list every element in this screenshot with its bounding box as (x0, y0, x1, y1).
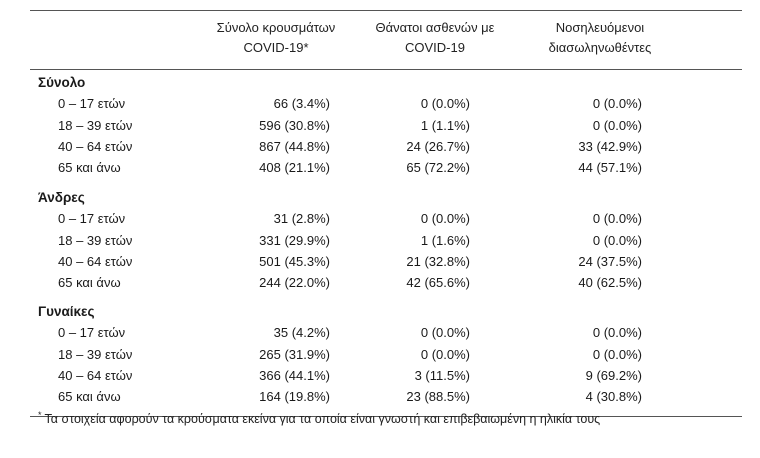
group-title: Άνδρες (38, 190, 85, 205)
group-header-row (30, 187, 742, 208)
intubated-cell: 0 (0.0%) (592, 346, 642, 362)
cases-cell: 35 (4.2%) (273, 325, 330, 341)
cases-cell: 366 (44.1%) (259, 367, 330, 383)
deaths-cell: 23 (88.5%) (406, 389, 470, 405)
intubated-cell: 24 (37.5%) (578, 253, 642, 269)
intubated-cell: 0 (0.0%) (592, 117, 642, 133)
group-header-row (30, 301, 742, 322)
column-header-deaths (360, 18, 510, 58)
intubated-cell: 0 (0.0%) (592, 325, 642, 341)
table-row (30, 365, 742, 386)
column-header-intubated (525, 18, 675, 58)
intubated-cell: 33 (42.9%) (578, 138, 642, 154)
cases-cell: 244 (22.0%) (259, 275, 330, 291)
column-header-intubated-line2: διασωληνωθέντες (548, 40, 652, 55)
table-row (30, 344, 742, 365)
intubated-cell: 0 (0.0%) (592, 232, 642, 248)
footnote-text: Τα στοιχεία αφορούν τα κρούσματα εκείνα για τα οποία είναι γνωστή και επιβεβαιωμένη η ηλικία τους (44, 412, 601, 427)
group-title: Σύνολο (38, 75, 86, 90)
intubated-cell: 9 (69.2%) (585, 367, 642, 383)
cases-cell: 31 (2.8%) (273, 211, 330, 227)
deaths-cell: 1 (1.1%) (420, 117, 470, 133)
cases-cell: 331 (29.9%) (259, 232, 330, 248)
deaths-cell: 65 (72.2%) (406, 160, 470, 176)
deaths-cell: 0 (0.0%) (420, 211, 470, 227)
deaths-cell: 0 (0.0%) (420, 325, 470, 341)
table-row (30, 230, 742, 251)
footnote-marker: * (38, 410, 42, 420)
table-row (30, 386, 742, 407)
age-cell: 65 και άνω (58, 160, 121, 176)
column-header-cases-line2: COVID-19* (243, 40, 309, 55)
intubated-cell: 0 (0.0%) (592, 96, 642, 112)
deaths-cell: 0 (0.0%) (420, 346, 470, 362)
deaths-cell: 24 (26.7%) (406, 138, 470, 154)
column-header-intubated-line1: Νοσηλευόμενοι (555, 20, 645, 35)
intubated-cell: 44 (57.1%) (578, 160, 642, 176)
deaths-cell: 3 (11.5%) (414, 367, 470, 383)
table-row (30, 93, 742, 114)
deaths-cell: 42 (65.6%) (406, 275, 470, 291)
intubated-cell: 40 (62.5%) (578, 275, 642, 291)
table-row (30, 322, 742, 343)
deaths-cell: 1 (1.6%) (420, 232, 470, 248)
intubated-cell: 0 (0.0%) (592, 211, 642, 227)
deaths-cell: 0 (0.0%) (420, 96, 470, 112)
deaths-cell: 21 (32.8%) (406, 253, 470, 269)
age-cell: 18 – 39 ετών (58, 117, 133, 133)
header-divider (30, 69, 742, 70)
age-cell: 65 και άνω (58, 389, 121, 405)
table-row (30, 115, 742, 136)
age-cell: 0 – 17 ετών (58, 96, 126, 112)
table-row (30, 208, 742, 229)
column-header-deaths-line1: Θάνατοι ασθενών με (375, 20, 495, 35)
table-row (30, 136, 742, 157)
age-cell: 65 και άνω (58, 275, 121, 291)
footnote (38, 410, 600, 426)
cases-cell: 596 (30.8%) (259, 117, 330, 133)
age-cell: 0 – 17 ετών (58, 211, 126, 227)
age-cell: 18 – 39 ετών (58, 232, 133, 248)
age-cell: 0 – 17 ετών (58, 325, 126, 341)
age-cell: 40 – 64 ετών (58, 367, 133, 383)
cases-cell: 164 (19.8%) (259, 389, 330, 405)
group-header-row (30, 72, 742, 93)
column-header-cases (196, 18, 356, 58)
column-header-deaths-line2: COVID-19 (405, 40, 465, 55)
table-row (30, 272, 742, 293)
intubated-cell: 4 (30.8%) (585, 389, 642, 405)
table-row (30, 157, 742, 178)
age-cell: 40 – 64 ετών (58, 253, 133, 269)
cases-cell: 265 (31.9%) (259, 346, 330, 362)
cases-cell: 408 (21.1%) (259, 160, 330, 176)
table-row (30, 251, 742, 272)
cases-cell: 66 (3.4%) (273, 96, 330, 112)
cases-cell: 501 (45.3%) (259, 253, 330, 269)
age-cell: 18 – 39 ετών (58, 346, 133, 362)
group-title: Γυναίκες (38, 304, 95, 319)
cases-cell: 867 (44.8%) (259, 138, 330, 154)
age-cell: 40 – 64 ετών (58, 138, 133, 154)
column-header-cases-line1: Σύνολο κρουσμάτων (216, 20, 336, 35)
